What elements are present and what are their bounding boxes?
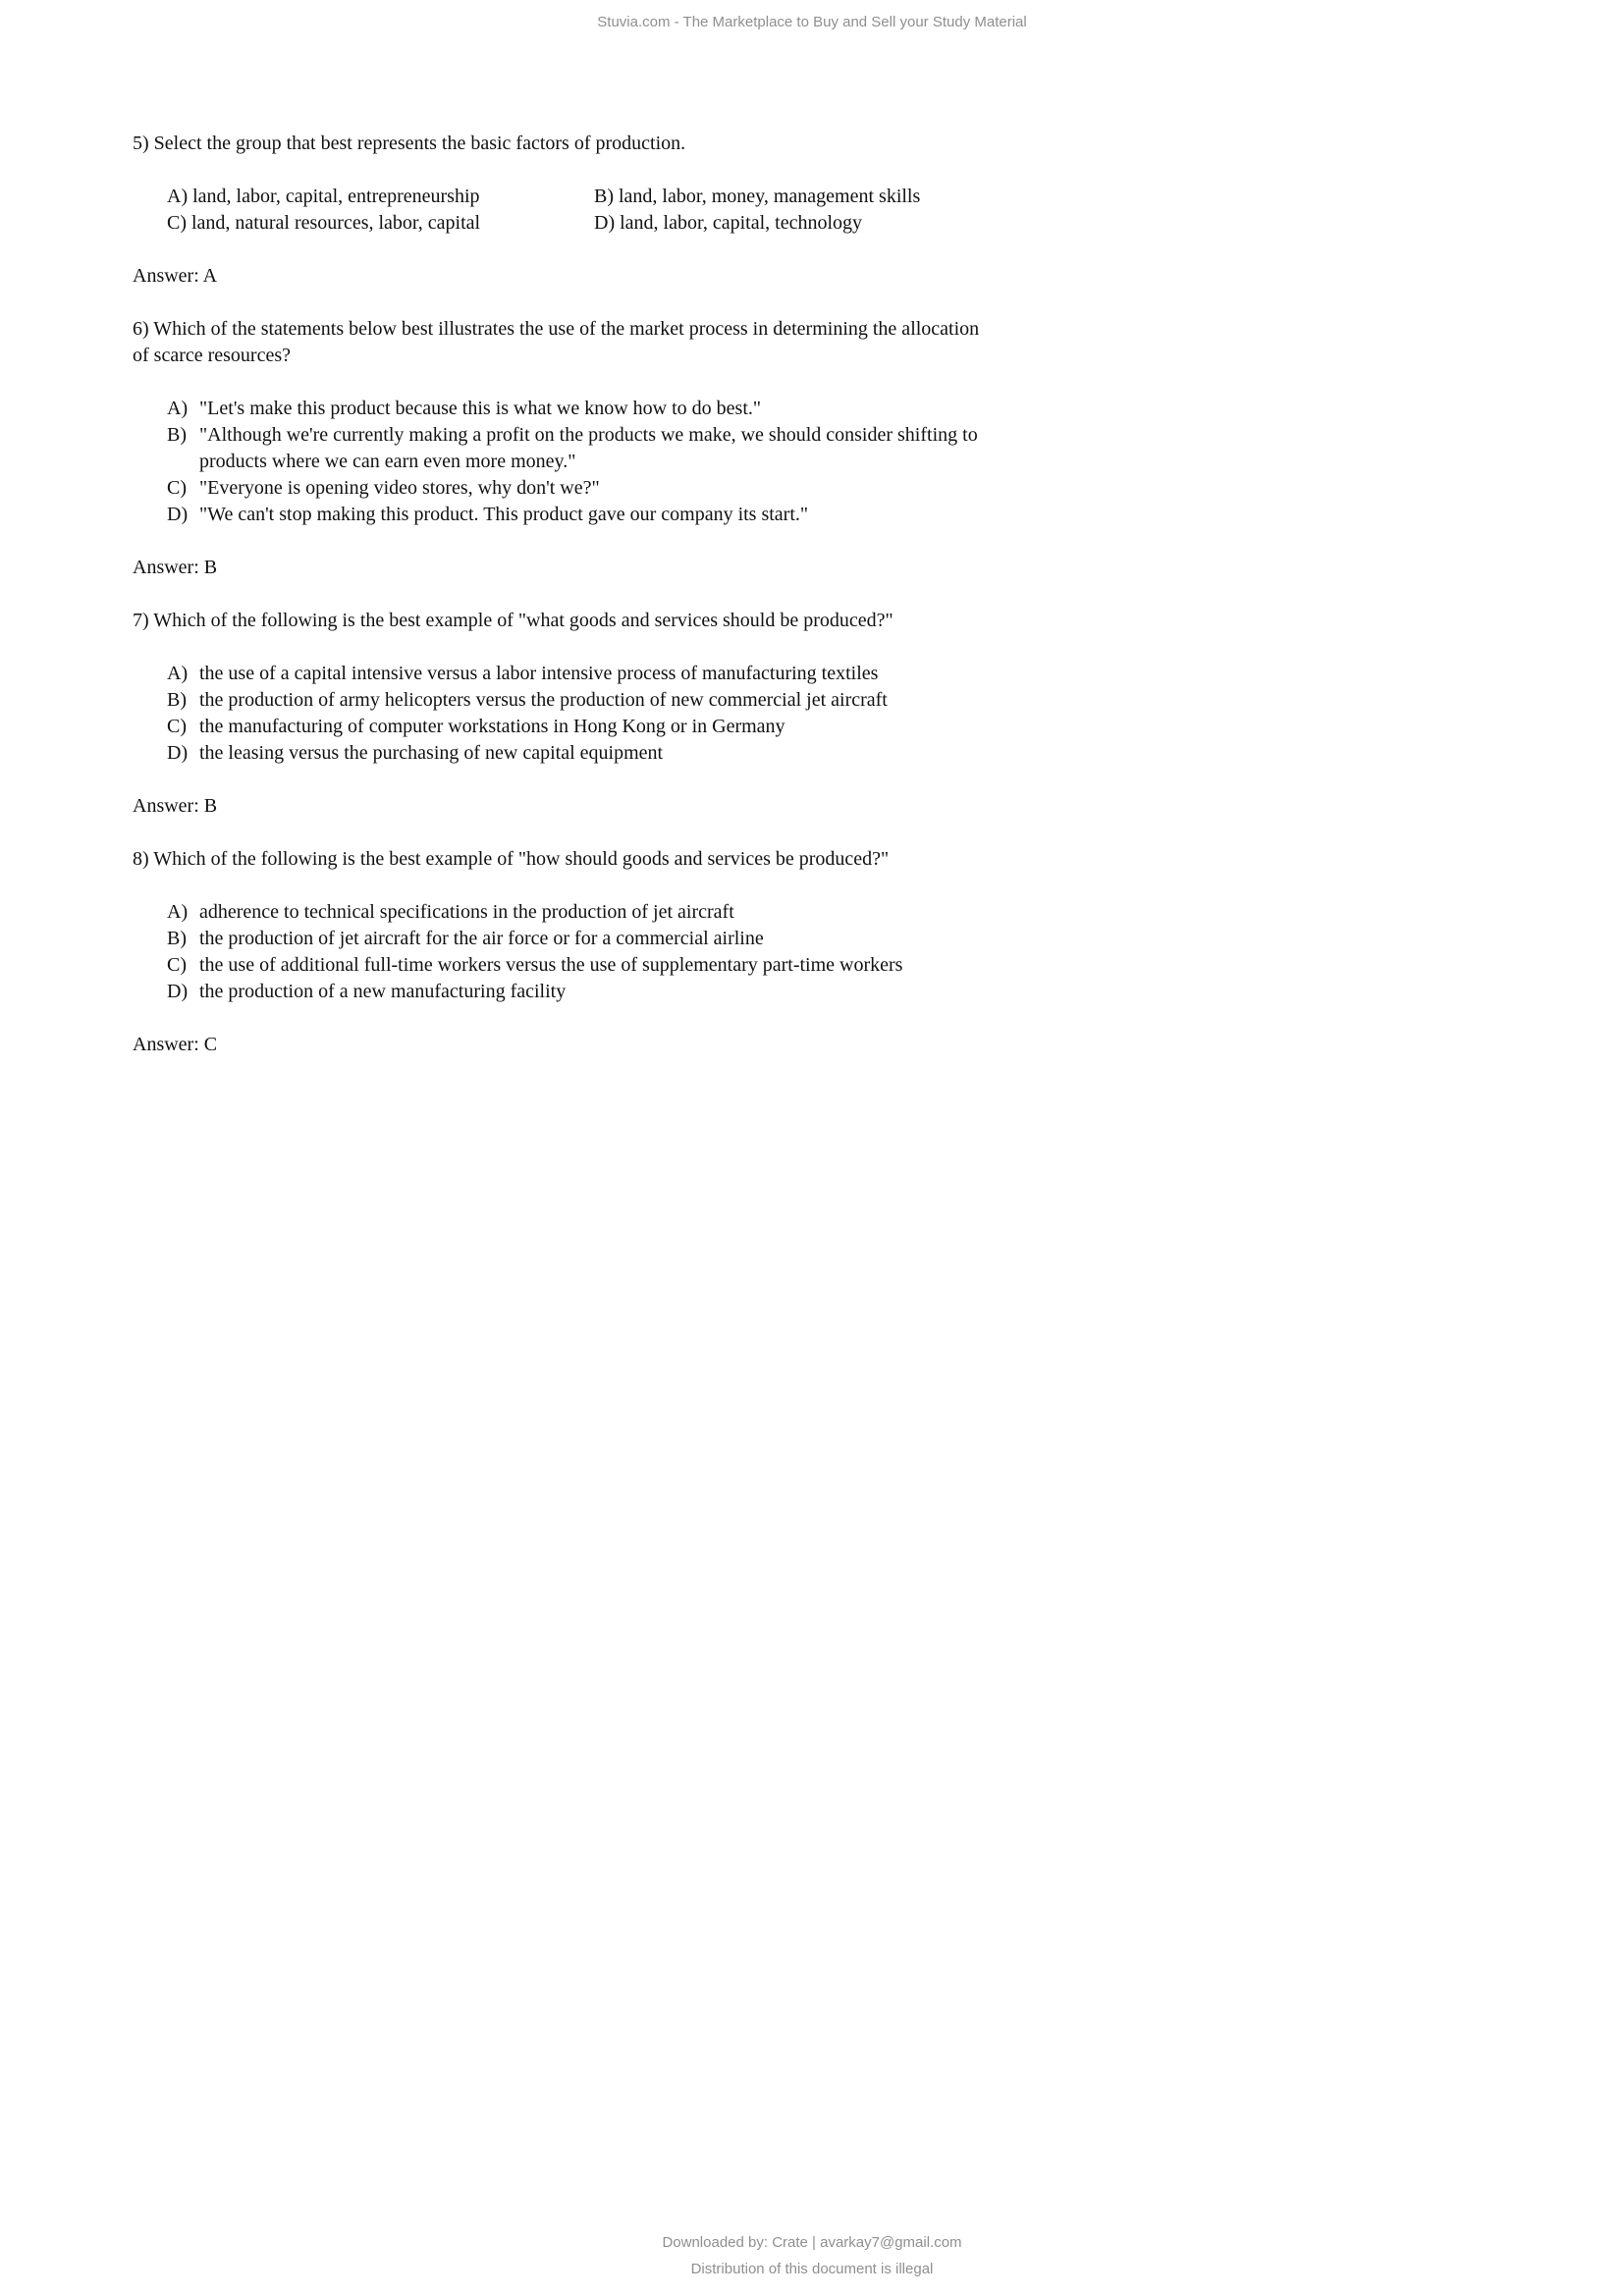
option-label: B) bbox=[167, 424, 187, 446]
option-text: the use of additional full-time workers versus the use of supplementary part-time workers bbox=[199, 954, 903, 976]
option-text: the production of jet aircraft for the air force or for a commercial airline bbox=[199, 928, 764, 949]
option-label: C) bbox=[167, 954, 187, 976]
option-label: A) bbox=[167, 663, 189, 684]
question-7-option-d bbox=[167, 740, 997, 767]
option-text: "We can't stop making this product. This product gave our company its start." bbox=[199, 504, 809, 525]
option-label: A) bbox=[167, 186, 189, 207]
document-footer bbox=[0, 2229, 1624, 2282]
question-8-options bbox=[133, 899, 997, 1005]
option-label: B) bbox=[594, 186, 614, 207]
option-label: C) bbox=[167, 716, 187, 737]
question-7-answer: Answer: B bbox=[133, 795, 218, 817]
site-header-text: Stuvia.com - The Marketplace to Buy and Sell your Study Material bbox=[597, 14, 1027, 30]
question-8-option-c bbox=[167, 952, 997, 979]
question-5-option-d bbox=[594, 210, 997, 237]
option-text: "Everyone is opening video stores, why don't we?" bbox=[199, 477, 600, 499]
question-8-answer: Answer: C bbox=[133, 1034, 218, 1055]
question-8-text: 8) Which of the following is the best example of "how should goods and services be produced?" bbox=[133, 848, 890, 870]
question-6 bbox=[133, 316, 997, 581]
option-label: B) bbox=[167, 928, 187, 949]
option-text: the manufacturing of computer workstations in Hong Kong or in Germany bbox=[199, 716, 785, 737]
distribution-warning-text: Distribution of this document is illegal bbox=[690, 2261, 934, 2277]
question-5-option-a bbox=[167, 184, 594, 210]
question-6-option-c bbox=[167, 475, 997, 502]
question-6-options bbox=[133, 396, 997, 528]
option-label: A) bbox=[167, 398, 189, 419]
question-8-option-b bbox=[167, 926, 997, 952]
option-label: A) bbox=[167, 901, 189, 923]
option-text: land, natural resources, labor, capital bbox=[191, 212, 481, 234]
question-6-option-a bbox=[167, 396, 997, 422]
question-5-text: 5) Select the group that best represents the basic factors of production. bbox=[133, 133, 686, 154]
option-text: land, labor, capital, technology bbox=[620, 212, 863, 234]
option-label: C) bbox=[167, 477, 187, 499]
option-label: D) bbox=[594, 212, 616, 234]
question-7-option-a bbox=[167, 661, 997, 687]
question-5-answer: Answer: A bbox=[133, 265, 218, 287]
option-label: C) bbox=[167, 212, 187, 234]
question-7-option-c bbox=[167, 714, 997, 740]
option-text: the production of a new manufacturing facility bbox=[199, 981, 567, 1002]
question-7 bbox=[133, 608, 997, 820]
question-6-option-d bbox=[167, 502, 997, 528]
option-text: the use of a capital intensive versus a labor intensive process of manufacturing textiles bbox=[199, 663, 879, 684]
option-text: "Let's make this product because this is what we know how to do best." bbox=[199, 398, 762, 419]
question-6-option-b bbox=[167, 422, 997, 475]
question-7-options bbox=[133, 661, 997, 767]
option-label: B) bbox=[167, 689, 187, 711]
question-5-options bbox=[133, 184, 997, 237]
option-label: D) bbox=[167, 504, 189, 525]
downloaded-by-text: Downloaded by: Crate | avarkay7@gmail.com bbox=[662, 2234, 962, 2251]
question-5 bbox=[133, 131, 997, 290]
question-8 bbox=[133, 846, 997, 1058]
option-text: "Although we're currently making a profit on the products we make, we should consider shifting to products where we can earn even more money." bbox=[199, 424, 978, 472]
option-label: D) bbox=[167, 742, 189, 764]
option-text: land, labor, capital, entrepreneurship bbox=[192, 186, 480, 207]
document-content bbox=[133, 131, 997, 1085]
question-8-option-d bbox=[167, 979, 997, 1005]
question-7-option-b bbox=[167, 687, 997, 714]
option-text: the production of army helicopters versus the production of new commercial jet aircraft bbox=[199, 689, 888, 711]
option-text: the leasing versus the purchasing of new capital equipment bbox=[199, 742, 664, 764]
option-label: D) bbox=[167, 981, 189, 1002]
question-8-option-a bbox=[167, 899, 997, 926]
question-6-answer: Answer: B bbox=[133, 557, 218, 578]
question-7-text: 7) Which of the following is the best example of "what goods and services should be produced?" bbox=[133, 610, 893, 631]
question-5-option-c bbox=[167, 210, 594, 237]
option-text: land, labor, money, management skills bbox=[619, 186, 921, 207]
question-6-text: 6) Which of the statements below best illustrates the use of the market process in determining the allocation of scarce resources? bbox=[133, 318, 980, 366]
question-5-option-b bbox=[594, 184, 997, 210]
option-text: adherence to technical specifications in the production of jet aircraft bbox=[199, 901, 734, 923]
